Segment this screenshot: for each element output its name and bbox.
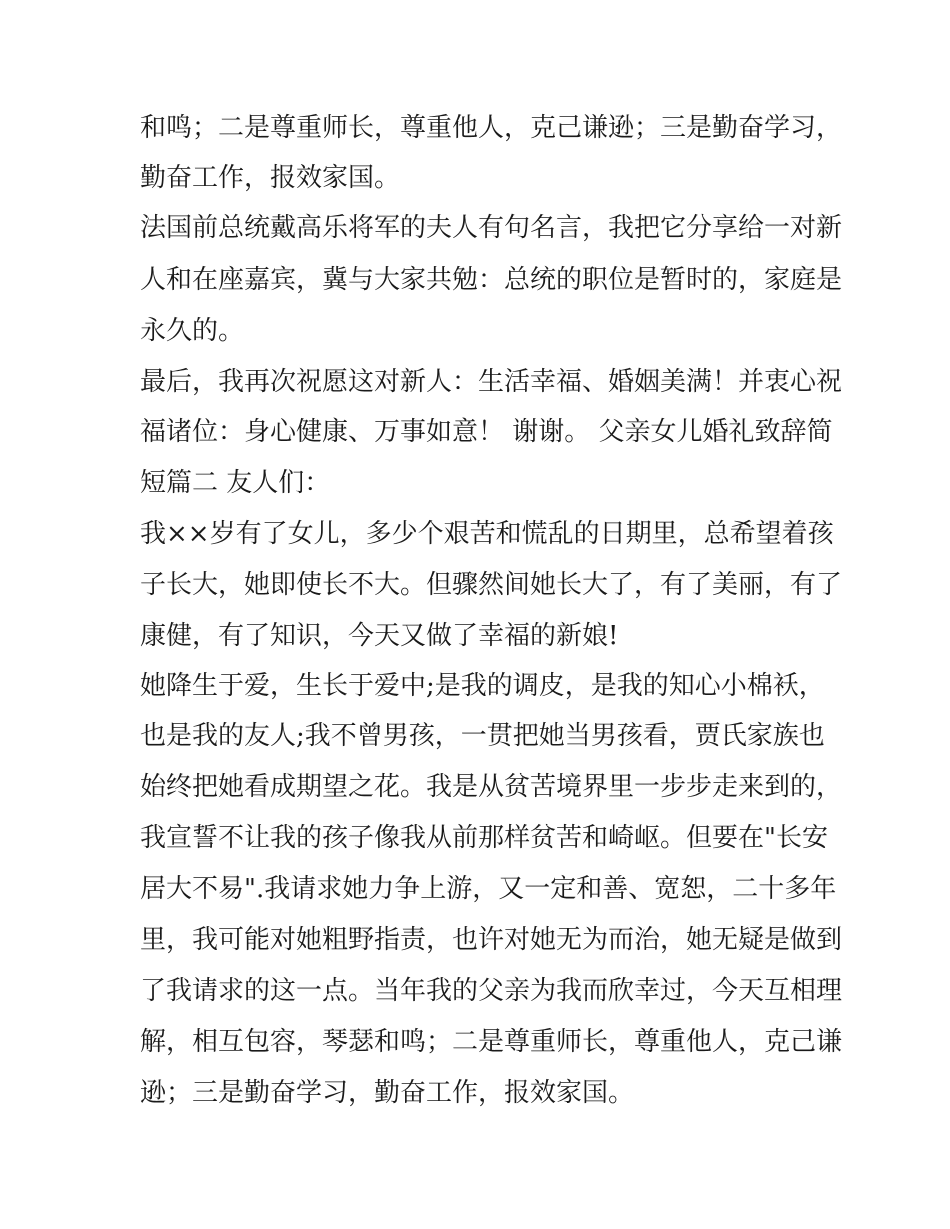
- text-line: 康健，有了知识，今天又做了幸福的新娘!: [140, 621, 619, 651]
- text-line: 永久的。: [140, 316, 245, 346]
- text-line: 我宣誓不让我的孩子像我从前那样贫苦和崎岖。但要在"长安: [140, 823, 828, 853]
- text-line: 和鸣；二是尊重师长，尊重他人，克己谦逊；三是勤奋学习，: [140, 113, 843, 143]
- text-line: 解，相互包容，琴瑟和鸣；二是尊重师长，尊重他人，克己谦: [140, 1027, 843, 1057]
- text-line: 短篇二 友人们：: [140, 468, 331, 498]
- text-line: 最后，我再次祝愿这对新人：生活幸福、婚姻美满！并衷心祝: [140, 367, 843, 397]
- text-line: 勤奋工作，报效家国。: [140, 163, 401, 193]
- text-line: 她降生于爱，生长于爱中;是我的调皮，是我的知心小棉袄，: [140, 671, 825, 701]
- text-line: 里，我可能对她粗野指责，也许对她无为而治，她无疑是做到: [140, 925, 843, 955]
- text-line: 法国前总统戴高乐将军的夫人有句名言，我把它分享给一对新: [140, 213, 843, 243]
- text-line: 福诸位：身心健康、万事如意！ 谢谢。 父亲女儿婚礼致辞简: [140, 417, 833, 447]
- text-line: 了我请求的这一点。当年我的父亲为我而欣幸过，今天互相理: [140, 976, 843, 1006]
- text-line: 人和在座嘉宾，冀与大家共勉：总统的职位是暂时的，家庭是: [140, 265, 843, 295]
- text-line: 始终把她看成期望之花。我是从贫苦境界里一步步走来到的，: [140, 772, 843, 802]
- text-line: 我××岁有了女儿，多少个艰苦和慌乱的日期里，总希望着孩: [140, 519, 834, 549]
- text-line: 逊；三是勤奋学习，勤奋工作，报效家国。: [140, 1078, 635, 1108]
- text-line: 子长大，她即使长不大。但骤然间她长大了，有了美丽，有了: [140, 570, 843, 600]
- text-line: 居大不易".我请求她力争上游，又一定和善、宽恕，二十多年: [140, 874, 837, 904]
- text-line: 也是我的友人;我不曾男孩，一贯把她当男孩看，贾氏家族也: [140, 721, 825, 751]
